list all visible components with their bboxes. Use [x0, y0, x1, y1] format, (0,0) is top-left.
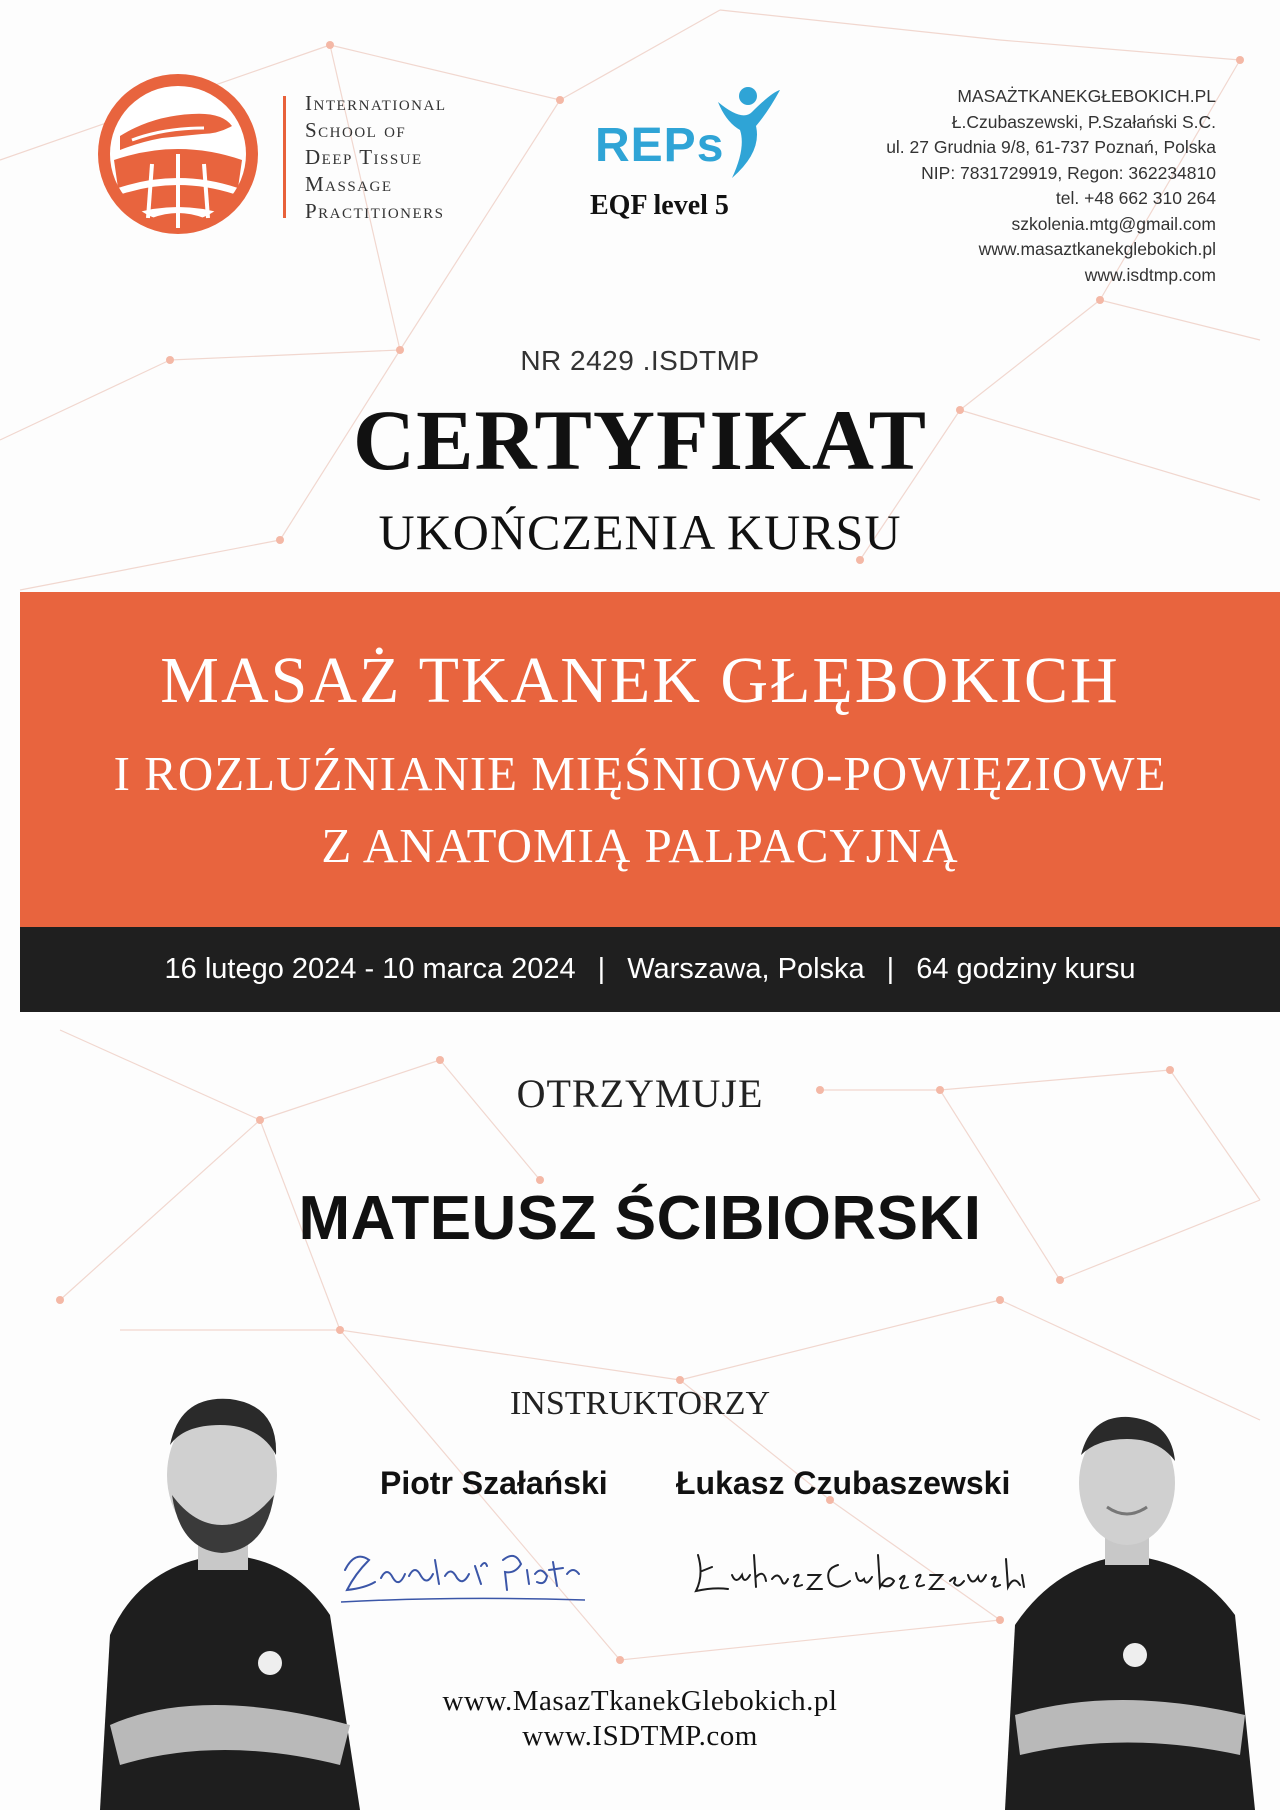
contact-line: www.isdtmp.com — [1084, 264, 1216, 285]
school-name — [305, 90, 446, 225]
school-name-line: Practitioners — [305, 199, 445, 223]
contact-line: tel. +48 662 310 264 — [1055, 188, 1216, 208]
separator: | — [886, 953, 895, 985]
school-globe-hands-logo — [92, 68, 264, 240]
contact-line: www.masaztkanekglebokich.pl — [978, 239, 1216, 259]
contact-line: MASAŻTKANEKGŁEBOKICH.PL — [957, 86, 1216, 106]
recipient-name: MATEUSZ ŚCIBIORSKI — [298, 1184, 982, 1253]
signature-lukasz — [688, 1535, 1028, 1605]
school-name-line: International — [305, 91, 447, 115]
reps-figure-icon — [712, 82, 784, 182]
instructor-name-2: Łukasz Czubaszewski — [676, 1465, 1011, 1501]
course-details-bar — [20, 927, 1280, 1012]
contact-line: szkolenia.mtg@gmail.com — [1011, 213, 1216, 234]
footer-website-2: www.ISDTMP.com — [522, 1720, 758, 1752]
course-dates: 16 lutego 2024 - 10 marca 2024 — [164, 953, 576, 985]
course-title-line-1: MASAŻ TKANEK GŁĘBOKICH — [160, 644, 1120, 717]
course-title-line-2: I ROZLUŹNIANIE MIĘŚNIOWO-POWIĘZIOWE — [113, 746, 1167, 801]
school-name-line: Massage — [305, 172, 393, 196]
contact-line: ul. 27 Grudnia 9/8, 61-737 Poznań, Polska — [886, 137, 1216, 157]
logo-divider — [283, 96, 286, 218]
eqf-level-label: EQF level 5 — [590, 190, 729, 221]
contact-line: NIP: 7831729919, Regon: 362234810 — [921, 162, 1216, 183]
contact-block — [886, 84, 1216, 288]
reps-logo-text: REPs — [595, 119, 725, 172]
footer-website-1: www.MasazTkanekGlebokich.pl — [442, 1685, 838, 1717]
receives-label: OTRZYMUJE — [516, 1071, 764, 1116]
certificate-subtitle: UKOŃCZENIA KURSU — [378, 504, 902, 560]
contact-line: Ł.Czubaszewski, P.Szałański S.C. — [951, 111, 1216, 132]
course-duration: 64 godziny kursu — [916, 953, 1136, 985]
school-name-line: School of — [305, 118, 407, 142]
course-title-line-3: Z ANATOMIĄ PALPACYJNĄ — [321, 818, 959, 873]
separator: | — [597, 953, 606, 985]
school-name-line: Deep Tissue — [305, 145, 423, 169]
certificate-title: CERTYFIKAT — [353, 392, 927, 488]
certificate-number: NR 2429 .ISDTMP — [520, 345, 760, 376]
instructor-name-1: Piotr Szałański — [380, 1465, 608, 1501]
signature-piotr — [335, 1530, 635, 1610]
instructors-label: INSTRUKTORZY — [509, 1385, 771, 1422]
course-location: Warszawa, Polska — [627, 953, 865, 985]
